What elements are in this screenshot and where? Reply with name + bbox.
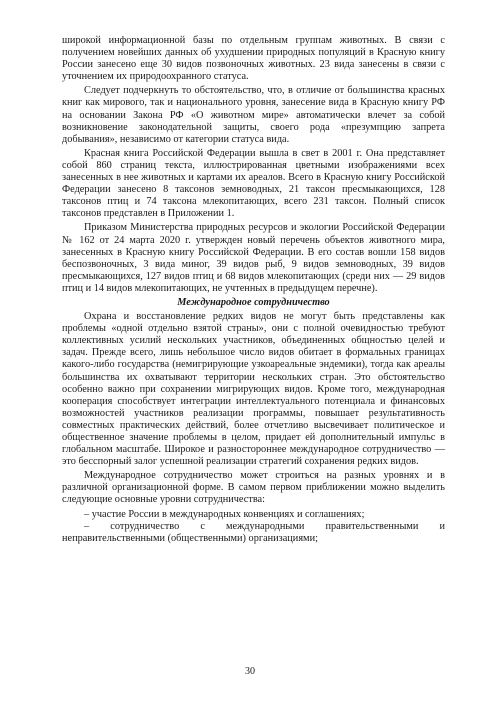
paragraph-legal-protection: Следует подчеркнуть то обстоятельство, что, в отличие от большинства красных книг как мирового, так и национального уровня, занесение вида в Красную книгу РФ на основании Закона РФ «О животном мире» автоматически влечет за собой возникновение законодательной защиты, своего рода «презумпцию запрета добывания», независимо от категории статуса вида. xyxy=(62,85,445,145)
paragraph-ministry-order: Приказом Министерства природных ресурсов и экологии Российской Федерации № 162 от 24 марта 2020 г. утвержден новый перечень объектов животного мира, занесенных в Красную книгу Российской Федерации. В его состав вошли 158 видов беспозвоночных, 3 вида миног, 39 видов рыб, 9 видов земноводных, 39 видов пресмыкающихся, 127 видов птиц и 68 видов млекопитающих (среди них — 29 видов птиц и 14 видов млекопитающих, не учтенных в предыдущем перечне). xyxy=(62,222,445,294)
section-heading: Международное сотрудничество xyxy=(177,296,330,308)
list-item-organizations: – сотрудничество с международными правительственными и неправительственными (общественными) организациями; xyxy=(62,520,445,544)
paragraph-cooperation-levels: Международное сотрудничество может строиться на разных уровнях и в различной организационной форме. В самом первом приближении можно выделить следующие основные уровни сотрудничества: xyxy=(62,470,445,506)
paragraph-cooperation-rationale: Охрана и восстановление редких видов не могут быть представлены как проблемы «одной отдельно взятой страны», они с полной очевидностью требуют коллективных усилий нескольких участников, объединенных общностью целей и задач. Прежде всего, лишь небольшое число видов обитает в формальных границах какого-либо государства (немигрирующие узкоареальные эндемики), тогда как ареалы большинства их охватывают территории нескольких стран. Это обстоятельство особенно важно при сохранении мигрирующих видов. Кроме того, международная кооперация способствует интеграции интеллектуального потенциала и финансовых возможностей участников реализации программы, повышает результативность совместных практических действий, более отчетливо высвечивает политическое и общественное значение проблемы в целом, придает ей дополнительный импульс в глобальном масштабе. Широкое и разностороннее международное сотрудничество — это бесспорный залог успешной реализации стратегий сохранения редких видов. xyxy=(62,311,445,468)
page-number: 30 xyxy=(245,666,255,677)
paragraph-red-book-publication: Красная книга Российской Федерации вышла в свет в 2001 г. Она представляет собой 860 страниц текста, иллюстрированная цветными изображениями всех занесенных в нее животных и картами их ареалов. Всего в Красную книгу Российской Федерации занесено 8 таксонов земноводных, 21 таксон пресмыкающихся, 128 таксонов птиц и 74 таксона млекопитающих, всего 231 таксон. Полный список таксонов представлен в Приложении 1. xyxy=(62,147,445,220)
page-body xyxy=(62,35,445,545)
paragraph-continued: широкой информационной базы по отдельным группам животных. В связи с получением новейших данных об ухудшении природных популяций в Красную книгу России занесено еще 30 видов позвоночных животных. 23 вида занесены в связи с уточнением их природоохранного статуса. xyxy=(62,35,445,83)
list-item-conventions: – участие России в международных конвенциях и соглашениях; xyxy=(84,508,365,520)
